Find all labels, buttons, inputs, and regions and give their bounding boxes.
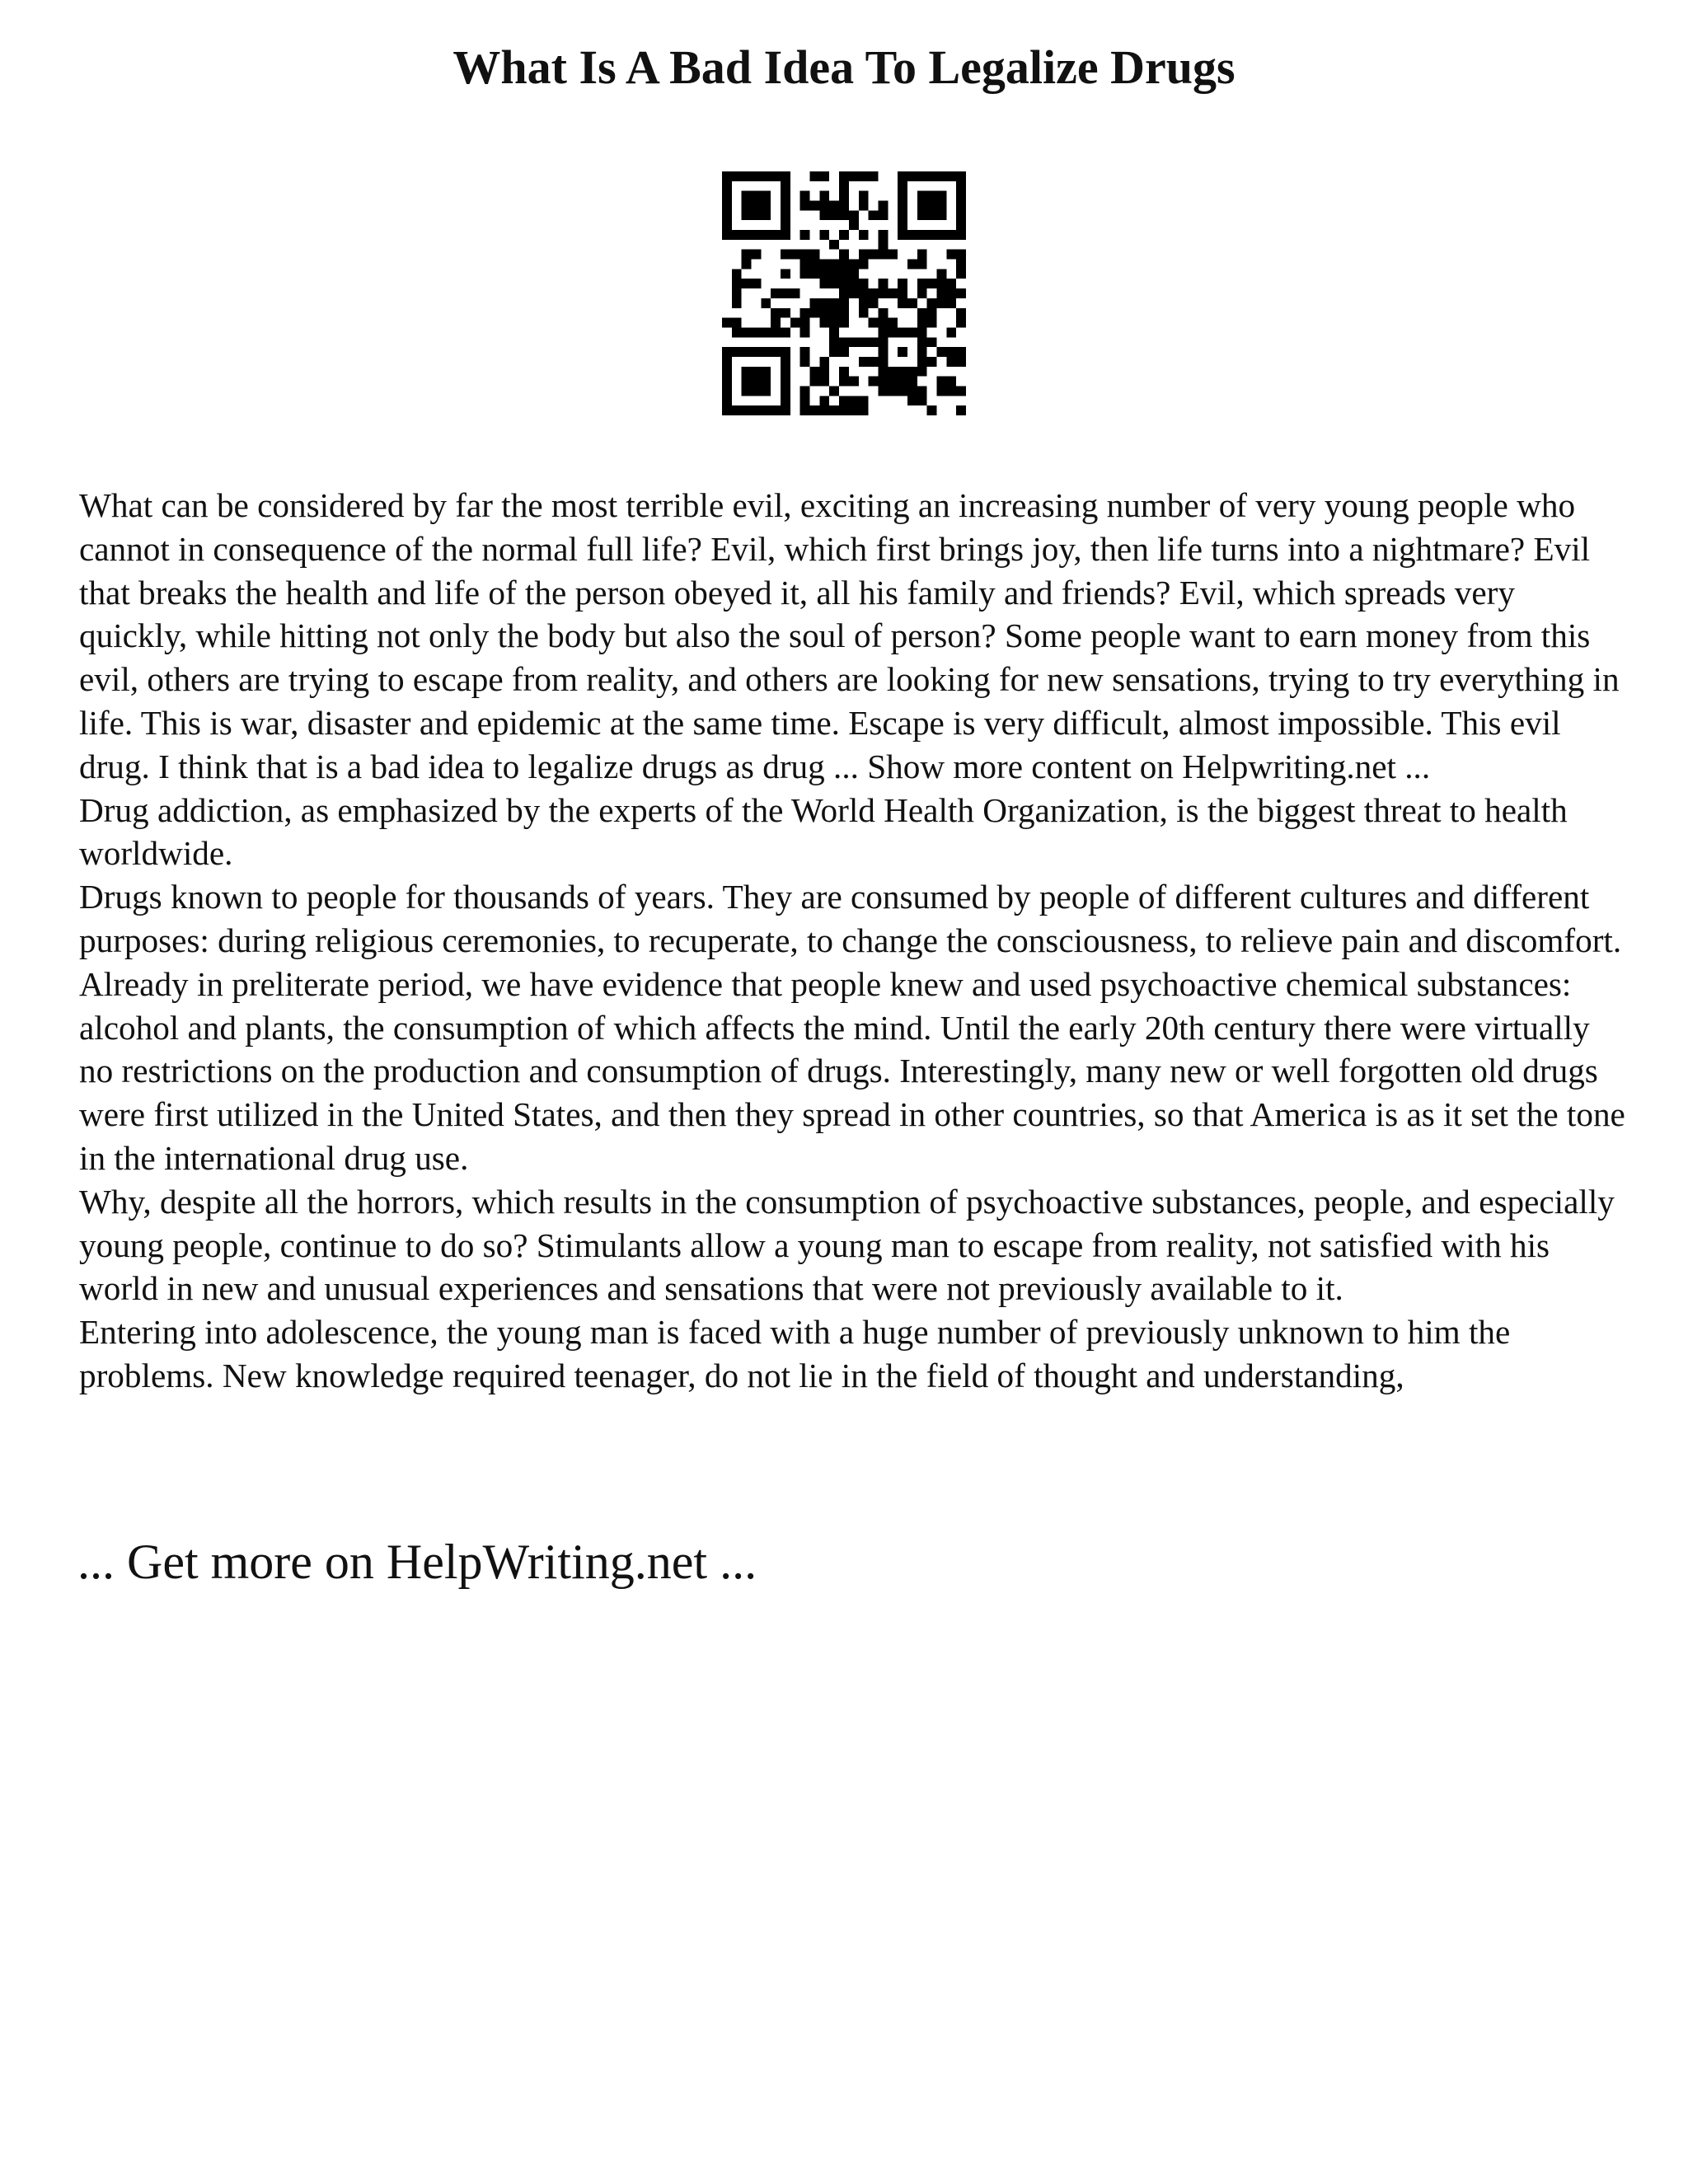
qr-code-icon [722,171,966,415]
article-paragraph-4: Why, despite all the horrors, which results in the consumption of psychoactive substances, people, and especially young people, continue to do so? Stimulants allow a young man to escape from reality, not satisfied with his world in new and unusual experiences and sensations that were not previously available to it. [79,1182,1615,1308]
page-title: What Is A Bad Idea To Legalize Drugs [452,40,1236,94]
article-paragraph-3: Drugs known to people for thousands of years. They are consumed by people of different cultures and different purposes: during religious ceremonies, to recuperate, to change the consciousness, to relieve pain and discomfort. Already in preliterate period, we have evidence that people knew and used psychoactive chemical substances: alcohol and plants, the consumption of which affects the mind. Until the early 20th century there were virtually no restrictions on the production and consumption of drugs. Interestingly, many new or well forgotten old drugs were first utilized in the United States, and then they spread in other countries, so that America is as it set the tone in the international drug use. [79,878,1625,1177]
article-body [79,484,1629,1398]
article-paragraph-5: Entering into adolescence, the young man is faced with a huge number of previously unknown to him the problems. New knowledge required teenager, do not lie in the field of thought and understanding, [79,1313,1511,1394]
article-paragraph-2: Drug addiction, as emphasized by the experts of the World Health Organization, is the biggest threat to health worldwide. [79,790,1568,873]
article-paragraph-1: What can be considered by far the most terrible evil, exciting an increasing number of very young people who cannot in consequence of the normal full life? Evil, which first brings joy, then life turns into a nightmare? Evil that breaks the health and life of the person obeyed it, all his family and friends? Evil, which spreads very quickly, while hitting not only the body but also the soul of person? Some people want to earn money from this evil, others are trying to escape from reality, and others are looking for new sensations, trying to try everything in life. This is war, disaster and epidemic at the same time. Escape is very difficult, almost impossible. This evil drug. I think that is a bad idea to legalize drugs as drug ... Show more content on Helpwriting.net ... [79,486,1620,785]
get-more-link[interactable]: ... Get more on HelpWriting.net ... [77,1535,757,1589]
